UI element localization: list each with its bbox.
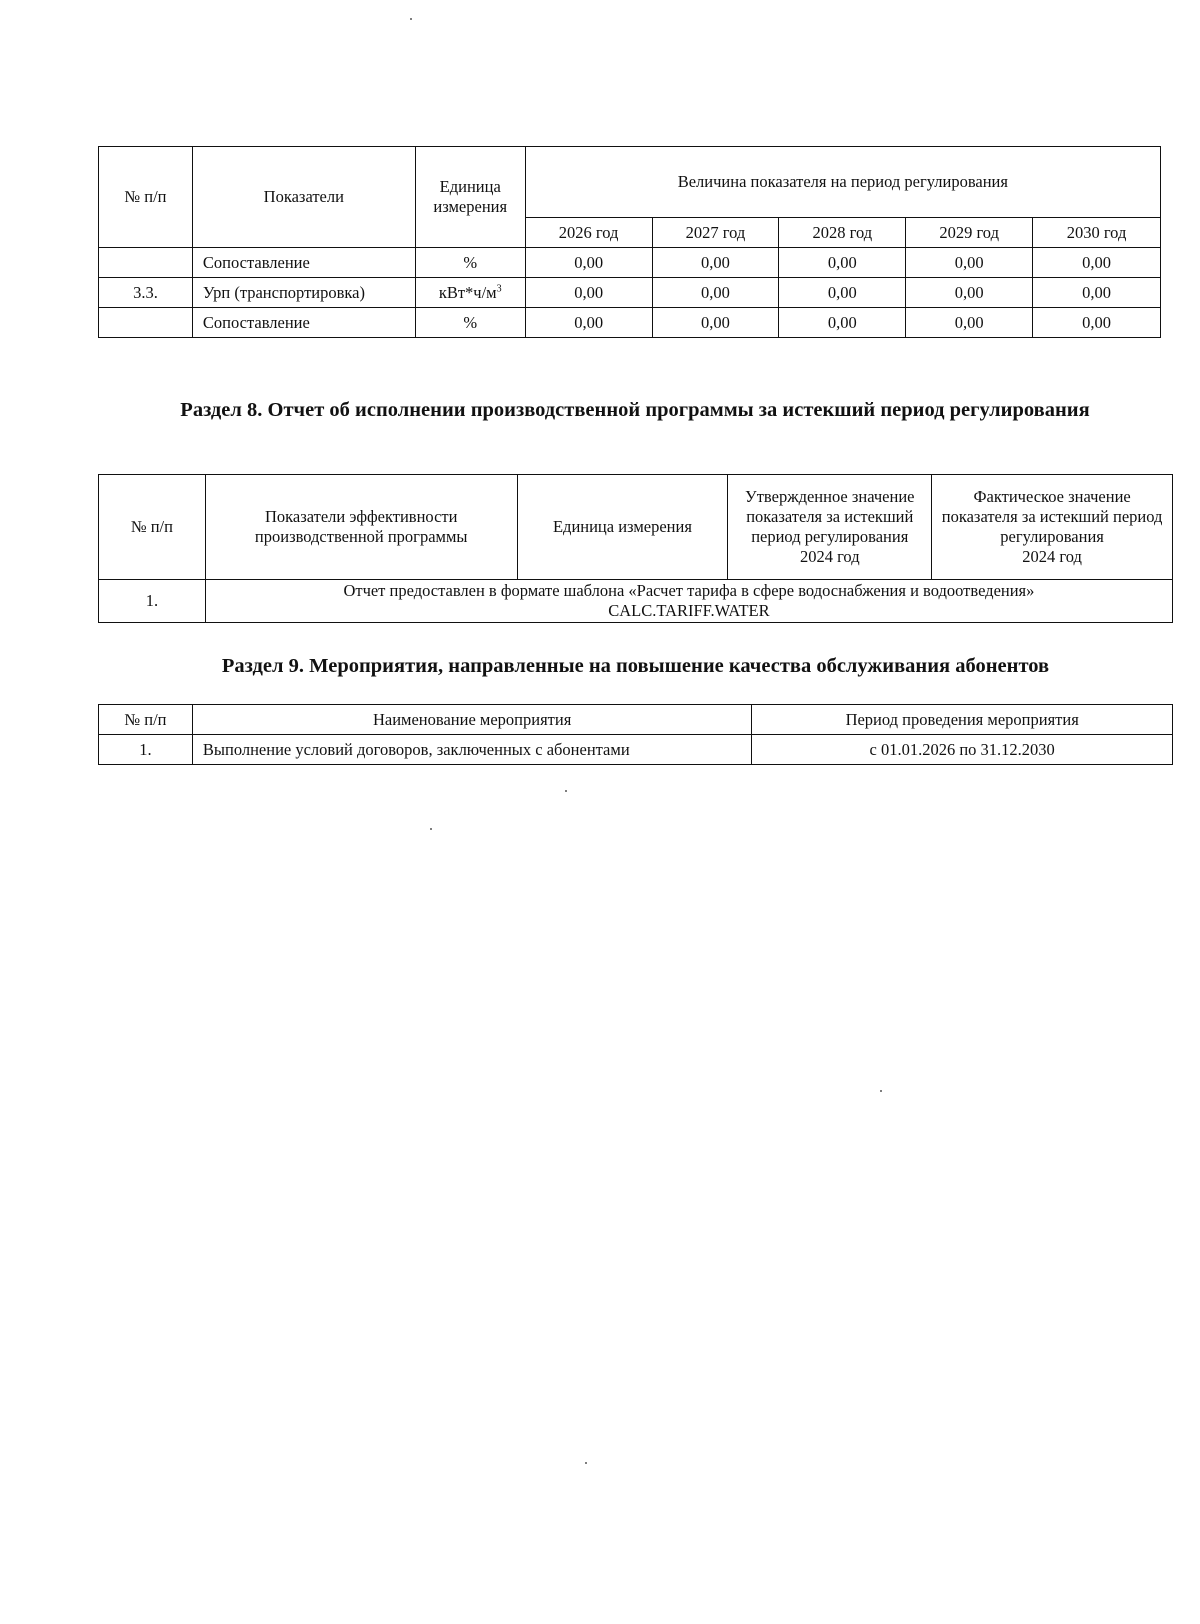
approved-year: 2024 год	[799, 547, 860, 566]
row-value: 0,00	[779, 278, 906, 308]
col-unit-header: Единица измерения	[415, 147, 525, 248]
col-num-header: № п/п	[99, 147, 193, 248]
section-8-table	[98, 474, 1173, 623]
scan-speck	[430, 828, 432, 830]
unit-base: кВт*ч/м	[438, 282, 497, 302]
report-code: CALC.TARIFF.WATER	[608, 601, 770, 620]
row-value: 0,00	[906, 278, 1033, 308]
table-row	[99, 278, 1161, 308]
approved-label: Утвержденное значение показателя за истекший период регулирования	[745, 487, 915, 546]
section-8-title: Раздел 8. Отчет об исполнении производственной программы за истекший период регулирования	[180, 399, 1090, 421]
row-value: 0,00	[1033, 278, 1161, 308]
row-value: 0,00	[1033, 248, 1161, 278]
row-value: 0,00	[525, 248, 652, 278]
row-value: 0,00	[906, 308, 1033, 338]
row-value: 0,00	[1033, 308, 1161, 338]
row-name: Выполнение условий договоров, заключенных с абонентами	[192, 735, 751, 765]
section-9-title: Раздел 9. Мероприятия, направленные на повышение качества обслуживания абонентов	[221, 655, 1050, 677]
row-value: 0,00	[525, 278, 652, 308]
row-value: 0,00	[652, 278, 779, 308]
year-header: 2027 год	[652, 218, 779, 248]
year-header: 2028 год	[779, 218, 906, 248]
col-approved-header	[728, 475, 932, 580]
year-header: 2029 год	[906, 218, 1033, 248]
indicators-table	[98, 146, 1161, 338]
col-actual-header	[932, 475, 1173, 580]
row-name: Урп (транспортировка)	[192, 278, 415, 308]
row-num	[99, 248, 193, 278]
col-num-header: № п/п	[99, 705, 193, 735]
table-row	[99, 735, 1173, 765]
col-period-value-header: Величина показателя на период регулирования	[525, 147, 1160, 218]
scan-speck	[585, 1462, 587, 1464]
row-value: 0,00	[779, 248, 906, 278]
row-value: 0,00	[525, 308, 652, 338]
actual-year: 2024 год	[1022, 547, 1082, 566]
row-name: Сопоставление	[192, 308, 415, 338]
row-value: 0,00	[652, 248, 779, 278]
row-num	[99, 308, 193, 338]
col-indicators-header: Показатели эффективности производственной программы	[205, 475, 517, 580]
table-row	[99, 308, 1161, 338]
row-value: 0,00	[652, 308, 779, 338]
row-value: 0,00	[906, 248, 1033, 278]
row-unit: %	[415, 308, 525, 338]
row-merged-text	[205, 580, 1172, 623]
col-name-header: Наименование мероприятия	[192, 705, 751, 735]
section-9-table	[98, 704, 1173, 765]
table-row	[99, 580, 1173, 623]
col-unit-header: Единица измерения	[517, 475, 728, 580]
col-num-header: № п/п	[99, 475, 206, 580]
scan-speck	[410, 18, 412, 20]
col-indicators-header: Показатели	[192, 147, 415, 248]
row-num: 3.3.	[99, 278, 193, 308]
scan-speck	[880, 1090, 882, 1092]
row-period: с 01.01.2026 по 31.12.2030	[752, 735, 1173, 765]
scan-speck	[565, 790, 567, 792]
col-period-header: Период проведения мероприятия	[752, 705, 1173, 735]
row-unit	[415, 278, 525, 308]
row-value: 0,00	[779, 308, 906, 338]
row-num: 1.	[99, 580, 206, 623]
year-header: 2026 год	[525, 218, 652, 248]
row-name: Сопоставление	[192, 248, 415, 278]
report-text: Отчет предоставлен в формате шаблона «Расчет тарифа в сфере водоснабжения и водоотведения»	[343, 581, 1035, 600]
row-unit: %	[415, 248, 525, 278]
table-row	[99, 248, 1161, 278]
row-num: 1.	[99, 735, 193, 765]
actual-label: Фактическое значение показателя за истекший период регулирования	[941, 487, 1163, 546]
unit-superscript: 3	[496, 283, 502, 294]
year-header: 2030 год	[1033, 218, 1161, 248]
